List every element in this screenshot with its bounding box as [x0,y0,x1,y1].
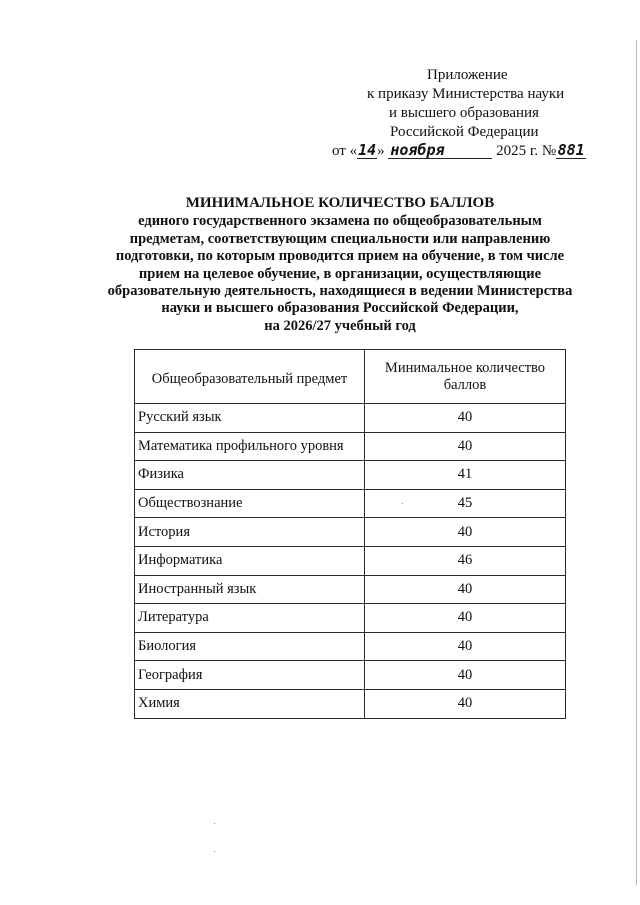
order-reference: к приказу Министерства науки [367,86,565,102]
score-cell: 40 [365,632,566,661]
appendix-label: Приложение [427,67,508,83]
score-cell: 40 [365,575,566,604]
table-row [135,461,566,490]
scan-speck [402,503,403,504]
title-line-7: на 2026/27 учебный год [264,317,416,334]
subject-cell: История [135,518,365,547]
handwritten-month: ноября [388,143,492,159]
subject-cell: Математика профильного уровня [135,432,365,461]
scan-speck [214,851,215,852]
title-line-6: науки и высшего образования Российской Федерации, [161,300,519,317]
score-cell: 41 [365,461,566,490]
table-header-row [135,350,566,404]
score-cell: 45 [365,489,566,518]
order-reference-line3: Российской Федерации [390,124,539,140]
score-cell: 40 [365,404,566,433]
scan-edge-line [636,40,637,885]
table-row [135,546,566,575]
subject-cell: Информатика [135,546,365,575]
date-prefix: от « [332,143,358,159]
score-cell: 40 [365,689,566,718]
table-row [135,432,566,461]
title-heading: МИНИМАЛЬНОЕ КОЛИЧЕСТВО БАЛЛОВ [185,195,495,211]
score-cell: 46 [365,546,566,575]
title-line-5: образовательную деятельность, находящиеся в ведении Министерства [107,283,573,300]
subject-cell: Иностранный язык [135,575,365,604]
score-cell: 40 [365,661,566,690]
table-row [135,604,566,633]
date-year: 2025 г. № [496,143,557,159]
score-cell: 40 [365,604,566,633]
table-row [135,575,566,604]
title-line-4: прием на целевое обучение, в организации, осуществляющие [138,265,542,282]
document-title [80,195,600,335]
subject-cell: Биология [135,632,365,661]
table-row [135,489,566,518]
table-row [135,661,566,690]
table-row [135,518,566,547]
table-row [135,404,566,433]
approval-block [320,66,610,161]
handwritten-day: 14 [358,141,377,159]
subject-cell: Литература [135,604,365,633]
date-mid: » [377,143,385,159]
subject-cell: Обществознание [135,489,365,518]
score-cell: 40 [365,518,566,547]
title-line-2: предметам, соответствующим специальности или направлению [129,230,551,247]
subject-cell: Физика [135,461,365,490]
header-min-score: Минимальное количество баллов [365,350,566,404]
table-row [135,689,566,718]
subject-cell: Химия [135,689,365,718]
header-subject: Общеобразовательный предмет [135,350,365,404]
score-cell: 40 [365,432,566,461]
scan-speck [214,823,215,824]
scores-table [134,349,566,719]
subject-cell: Русский язык [135,404,365,433]
table-row [135,632,566,661]
title-line-3: подготовки, по которым проводится прием на обучение, в том числе [115,248,565,265]
title-line-1: единого государственного экзамена по общеобразовательным [138,213,542,230]
order-date-line [320,142,610,161]
order-reference-line2: и высшего образования [389,105,539,121]
handwritten-order-number: 881 [557,141,585,159]
subject-cell: География [135,661,365,690]
